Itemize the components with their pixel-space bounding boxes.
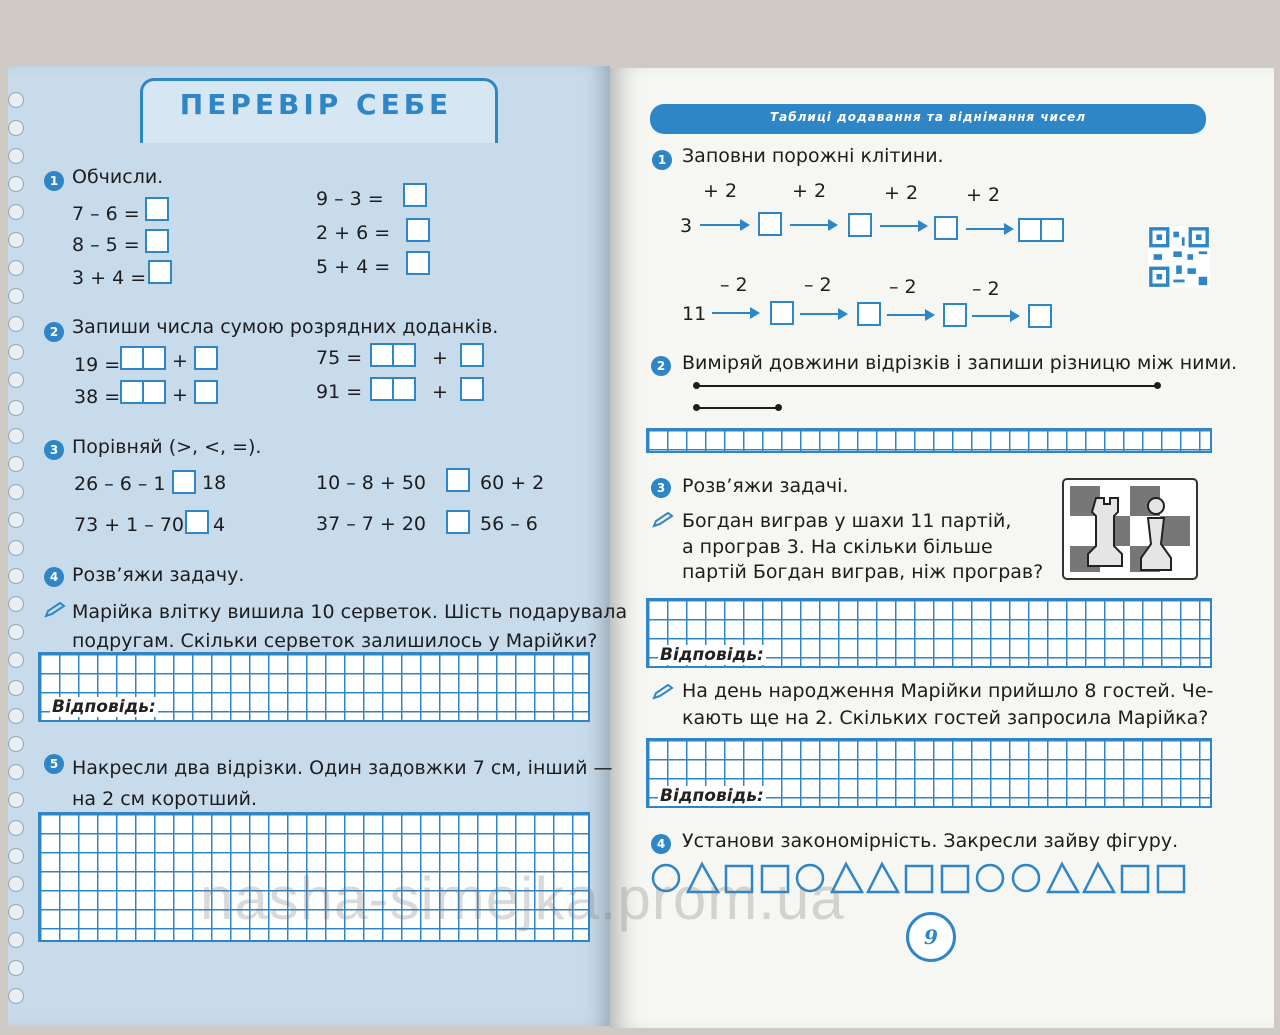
spiral-ring-icon: [8, 764, 24, 780]
spiral-ring-icon: [8, 176, 24, 192]
problem-text: подругам. Скільки серветок залишилось у Марійки?: [72, 630, 598, 652]
answer-box[interactable]: [403, 183, 427, 207]
task-number-badge: 3: [651, 478, 671, 498]
arrow-icon: [700, 224, 748, 226]
page-title: ПЕРЕВІР СЕБЕ: [179, 88, 453, 121]
plus-sign: +: [432, 347, 448, 369]
spiral-ring-icon: [8, 988, 24, 1004]
segment-long: [696, 385, 1158, 387]
comparison-left: 26 – 6 – 1: [74, 473, 166, 495]
answer-box[interactable]: [934, 216, 958, 240]
circle-shape-icon[interactable]: [1013, 865, 1039, 891]
problem-text: кають ще на 2. Скільких гостей запросила Марійка?: [682, 707, 1209, 729]
operation-label: – 2: [804, 274, 832, 296]
answer-box[interactable]: [370, 343, 394, 367]
comparison-box[interactable]: [185, 510, 209, 534]
spiral-ring-icon: [8, 456, 24, 472]
spiral-ring-icon: [8, 344, 24, 360]
arrow-icon: [972, 315, 1018, 317]
spiral-ring-icon: [8, 876, 24, 892]
segment-endpoint: [693, 382, 700, 389]
arrow-icon: [800, 313, 846, 315]
problem-text: а програв 3. На скільки більше: [682, 536, 993, 558]
spiral-ring-icon: [8, 400, 24, 416]
answer-box[interactable]: [370, 377, 394, 401]
answer-box[interactable]: [145, 197, 169, 221]
answer-box[interactable]: [194, 380, 218, 404]
task-title: на 2 см коротший.: [72, 788, 258, 810]
square-shape-icon[interactable]: [906, 866, 932, 892]
pencil-icon: [652, 512, 674, 528]
task-number-badge: 1: [652, 150, 672, 170]
answer-box[interactable]: [460, 377, 484, 401]
spiral-ring-icon: [8, 904, 24, 920]
answer-label: Відповідь:: [660, 645, 764, 665]
answer-box[interactable]: [142, 346, 166, 370]
answer-grid[interactable]: [646, 428, 1212, 453]
spiral-ring-icon: [8, 708, 24, 724]
spiral-ring-icon: [8, 680, 24, 696]
answer-box[interactable]: [120, 346, 144, 370]
task-title: Установи закономірність. Закресли зайву фігуру.: [682, 830, 1179, 852]
arrow-icon: [712, 312, 758, 314]
arrow-icon: [887, 314, 933, 316]
segment-endpoint: [693, 404, 700, 411]
answer-box[interactable]: [770, 301, 794, 325]
answer-box[interactable]: [848, 213, 872, 237]
pencil-icon: [44, 602, 66, 618]
arrow-icon: [880, 225, 926, 227]
spiral-ring-icon: [8, 848, 24, 864]
pencil-icon: [652, 684, 674, 700]
spiral-ring-icon: [8, 484, 24, 500]
arrow-icon: [790, 224, 836, 226]
answer-box[interactable]: [392, 377, 416, 401]
task-title: Розв’яжи задачу.: [72, 564, 245, 586]
answer-label: Відповідь:: [660, 786, 764, 806]
answer-box[interactable]: [857, 302, 881, 326]
answer-box[interactable]: [943, 303, 967, 327]
answer-box[interactable]: [758, 212, 782, 236]
equation: 8 – 5 =: [72, 234, 140, 256]
task-number-badge: 4: [651, 834, 671, 854]
answer-box[interactable]: [406, 251, 430, 275]
spiral-ring-icon: [8, 820, 24, 836]
triangle-shape-icon[interactable]: [868, 864, 898, 892]
comparison-left: 10 – 8 + 50: [316, 472, 427, 494]
spiral-ring-icon: [8, 372, 24, 388]
answer-box[interactable]: [460, 343, 484, 367]
spiral-ring-icon: [8, 232, 24, 248]
spiral-ring-icon: [8, 92, 24, 108]
page-number: 9: [906, 912, 956, 962]
spiral-ring-icon: [8, 792, 24, 808]
equation: 3 + 4 =: [72, 267, 147, 289]
task-number-badge: 5: [44, 754, 64, 774]
start-number: 11: [682, 303, 707, 325]
equation: 75 =: [316, 347, 363, 369]
spiral-ring-icon: [8, 624, 24, 640]
spiral-ring-icon: [8, 960, 24, 976]
segment-short: [696, 407, 778, 409]
watermark: nasha-simejka.prom.ua: [200, 865, 845, 932]
answer-box[interactable]: [1040, 218, 1064, 242]
spiral-ring-icon: [8, 120, 24, 136]
spiral-ring-icon: [8, 568, 24, 584]
section-header-title: Таблиці додавання та віднімання чисел: [769, 110, 1087, 124]
problem-text: партій Богдан виграв, ніж програв?: [682, 561, 1044, 583]
answer-box[interactable]: [1018, 218, 1042, 242]
arrow-icon: [966, 228, 1012, 230]
comparison-left: 37 – 7 + 20: [316, 513, 427, 535]
chess-pieces-image: [1062, 478, 1198, 580]
qr-code-icon: [1146, 226, 1212, 288]
equation: 38 =: [74, 386, 121, 408]
task-number-badge: 4: [44, 567, 64, 587]
spiral-ring-icon: [8, 316, 24, 332]
problem-text: Марійка влітку вишила 10 серветок. Шість подарувала: [72, 601, 628, 623]
answer-box[interactable]: [148, 260, 172, 284]
task-title: Виміряй довжини відрізків і запиши різницю між ними.: [682, 352, 1238, 374]
answer-box[interactable]: [392, 343, 416, 367]
task-title: Накресли два відрізки. Один задовжки 7 см, інший —: [72, 757, 613, 779]
spiral-ring-icon: [8, 736, 24, 752]
spiral-ring-icon: [8, 652, 24, 668]
spiral-ring-icon: [8, 540, 24, 556]
task-number-badge: 2: [651, 356, 671, 376]
comparison-right: 60 + 2: [480, 472, 545, 494]
equation: 7 – 6 =: [72, 203, 140, 225]
spiral-ring-icon: [8, 288, 24, 304]
spiral-ring-icon: [8, 428, 24, 444]
comparison-box[interactable]: [446, 510, 470, 534]
triangle-shape-icon[interactable]: [1048, 864, 1078, 892]
comparison-box[interactable]: [446, 468, 470, 492]
square-shape-icon[interactable]: [1158, 866, 1184, 892]
equation: 2 + 6 =: [316, 222, 391, 244]
operation-label: – 2: [972, 278, 1000, 300]
answer-box[interactable]: [406, 218, 430, 242]
equation: 9 – 3 =: [316, 188, 384, 210]
operation-label: + 2: [792, 180, 827, 202]
comparison-box[interactable]: [172, 470, 196, 494]
equation: 19 =: [74, 354, 121, 376]
operation-label: – 2: [889, 276, 917, 298]
plus-sign: +: [432, 381, 448, 403]
answer-label: Відповідь:: [52, 697, 156, 717]
answer-box[interactable]: [1028, 304, 1052, 328]
segment-endpoint: [775, 404, 782, 411]
task-title: Розв’яжи задачі.: [682, 475, 849, 497]
answer-box[interactable]: [120, 380, 144, 404]
task-number-badge: 1: [44, 171, 64, 191]
comparison-right: 56 – 6: [480, 513, 538, 535]
task-title: Запиши числа сумою розрядних доданків.: [72, 316, 499, 338]
answer-box[interactable]: [142, 380, 166, 404]
spiral-ring-icon: [8, 148, 24, 164]
spiral-ring-icon: [8, 932, 24, 948]
operation-label: + 2: [966, 184, 1001, 206]
answer-box[interactable]: [145, 229, 169, 253]
task-title: Обчисли.: [72, 166, 164, 188]
plus-sign: +: [172, 384, 188, 406]
operation-label: + 2: [884, 182, 919, 204]
comparison-right: 18: [202, 472, 227, 494]
spiral-ring-icon: [8, 596, 24, 612]
task-number-badge: 2: [44, 322, 64, 342]
comparison-right: 4: [213, 514, 226, 536]
spiral-ring-icon: [8, 512, 24, 528]
problem-text: Богдан виграв у шахи 11 партій,: [682, 510, 1012, 532]
square-shape-icon[interactable]: [942, 866, 968, 892]
answer-box[interactable]: [194, 346, 218, 370]
problem-text: На день народження Марійки прийшло 8 гостей. Че-: [682, 680, 1214, 702]
comparison-left: 73 + 1 – 70: [74, 514, 185, 536]
spiral-ring-icon: [8, 260, 24, 276]
triangle-shape-icon[interactable]: [1084, 864, 1114, 892]
circle-shape-icon[interactable]: [977, 865, 1003, 891]
segment-endpoint: [1154, 382, 1161, 389]
square-shape-icon[interactable]: [1122, 866, 1148, 892]
task-title: Порівняй (>, <, =).: [72, 436, 262, 458]
task-number-badge: 3: [44, 440, 64, 460]
operation-label: – 2: [720, 274, 748, 296]
spiral-ring-icon: [8, 204, 24, 220]
operation-label: + 2: [703, 180, 738, 202]
plus-sign: +: [172, 350, 188, 372]
task-title: Заповни порожні клітини.: [682, 145, 944, 167]
start-number: 3: [680, 215, 693, 237]
equation: 91 =: [316, 381, 363, 403]
equation: 5 + 4 =: [316, 256, 391, 278]
